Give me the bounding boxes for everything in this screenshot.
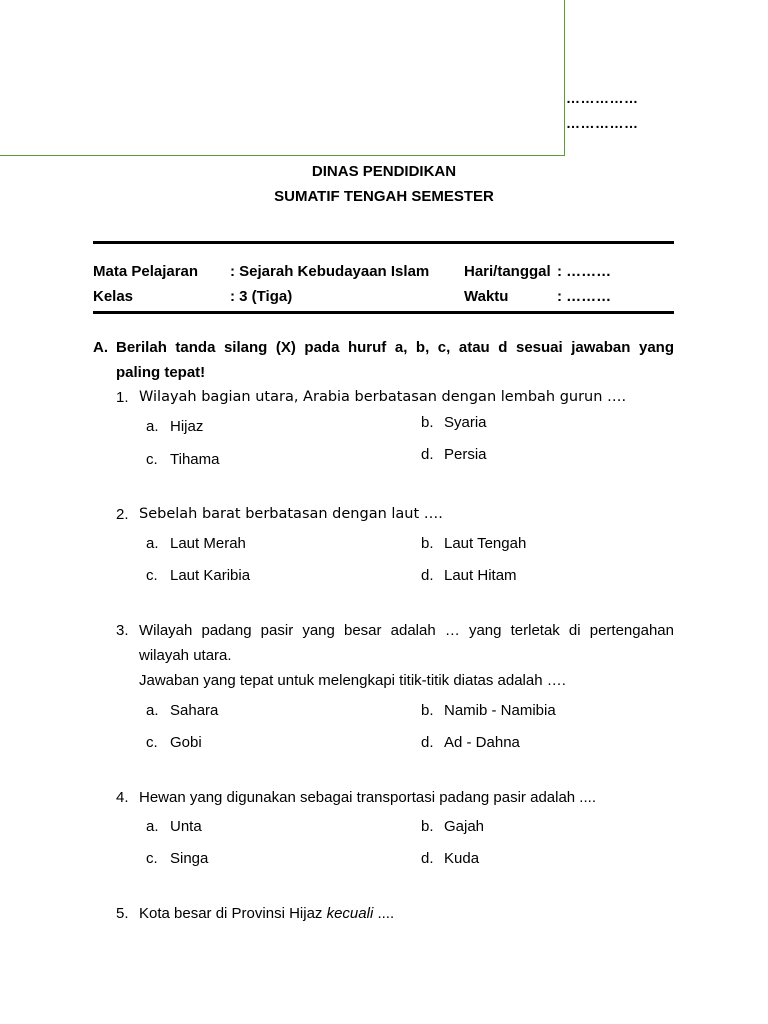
option-text: Unta xyxy=(170,818,202,835)
option-letter: a. xyxy=(146,818,159,835)
option-letter: b. xyxy=(421,535,434,552)
instruction-line-1: Berilah tanda silang (X) pada huruf a, b, c, atau d sesuai jawaban yang xyxy=(116,339,674,356)
agency-title: DINAS PENDIDIKAN xyxy=(311,163,457,180)
question-text: Hewan yang digunakan sebagai transportasi padang pasir adalah .... xyxy=(139,789,596,806)
header-frame xyxy=(0,0,565,156)
option-text: Singa xyxy=(170,850,209,867)
option-letter: d. xyxy=(421,850,434,867)
option-letter: d. xyxy=(421,567,434,584)
bottom-rule xyxy=(93,311,674,314)
question-text-end: .... xyxy=(373,905,395,922)
option-text: Tihama xyxy=(170,451,220,468)
exam-title: SUMATIF TENGAH SEMESTER xyxy=(274,188,494,205)
date-value: : ……… xyxy=(557,263,612,280)
top-rule xyxy=(93,241,674,244)
option-letter: a. xyxy=(146,702,159,719)
dotted-line-1: …………… xyxy=(566,90,639,106)
option-text: Laut Tengah xyxy=(444,535,527,552)
option-text: Laut Hitam xyxy=(444,567,517,584)
option-letter: d. xyxy=(421,734,434,751)
option-letter: c. xyxy=(146,734,158,751)
subject-value: : Sejarah Kebudayaan Islam xyxy=(230,263,430,280)
option-text: Syaria xyxy=(444,414,487,431)
class-label: Kelas xyxy=(93,288,134,305)
dotted-line-2: …………… xyxy=(566,115,639,131)
option-text: Sahara xyxy=(170,702,219,719)
option-letter: b. xyxy=(421,414,434,431)
question-text-line-2: wilayah utara. xyxy=(139,647,232,664)
option-letter: b. xyxy=(421,818,434,835)
option-text: Gobi xyxy=(170,734,202,751)
question-text-emphasis: kecuali xyxy=(326,905,374,922)
option-text: Kuda xyxy=(444,850,480,867)
option-letter: a. xyxy=(146,535,159,552)
option-letter: c. xyxy=(146,850,158,867)
date-label: Hari/tanggal xyxy=(464,263,551,280)
option-letter: c. xyxy=(146,451,158,468)
option-text: Gajah xyxy=(444,818,485,835)
option-letter: b. xyxy=(421,702,434,719)
option-text: Ad - Dahna xyxy=(444,734,520,751)
option-text: Hijaz xyxy=(170,418,204,435)
question-number: 2. xyxy=(116,506,129,523)
option-text: Laut Merah xyxy=(170,535,246,552)
option-text: Namib - Namibia xyxy=(444,702,556,719)
question-text-line-1: Wilayah padang pasir yang besar adalah … yang terletak di pertengahan xyxy=(139,622,674,639)
subject-label: Mata Pelajaran xyxy=(93,263,199,280)
section-letter: A. xyxy=(93,339,108,356)
question-text: Sebelah barat berbatasan dengan laut …. xyxy=(139,506,443,522)
question-text-line-3: Jawaban yang tepat untuk melengkapi titik-titik diatas adalah …. xyxy=(139,672,566,689)
option-text: Laut Karibia xyxy=(170,567,251,584)
question-text-main: Kota besar di Provinsi Hijaz xyxy=(139,905,327,922)
question-number: 1. xyxy=(116,389,129,406)
option-letter: d. xyxy=(421,446,434,463)
question-number: 4. xyxy=(116,789,129,806)
question-text xyxy=(139,905,394,922)
question-number: 3. xyxy=(116,622,129,639)
option-letter: a. xyxy=(146,418,159,435)
option-text: Persia xyxy=(444,446,487,463)
class-value: : 3 (Tiga) xyxy=(230,288,293,305)
option-letter: c. xyxy=(146,567,158,584)
instruction-line-2: paling tepat! xyxy=(116,364,206,381)
question-text: Wilayah bagian utara, Arabia berbatasan dengan lembah gurun …. xyxy=(139,389,627,405)
time-value: : ……… xyxy=(557,288,612,305)
question-number: 5. xyxy=(116,905,129,922)
time-label: Waktu xyxy=(464,288,509,305)
